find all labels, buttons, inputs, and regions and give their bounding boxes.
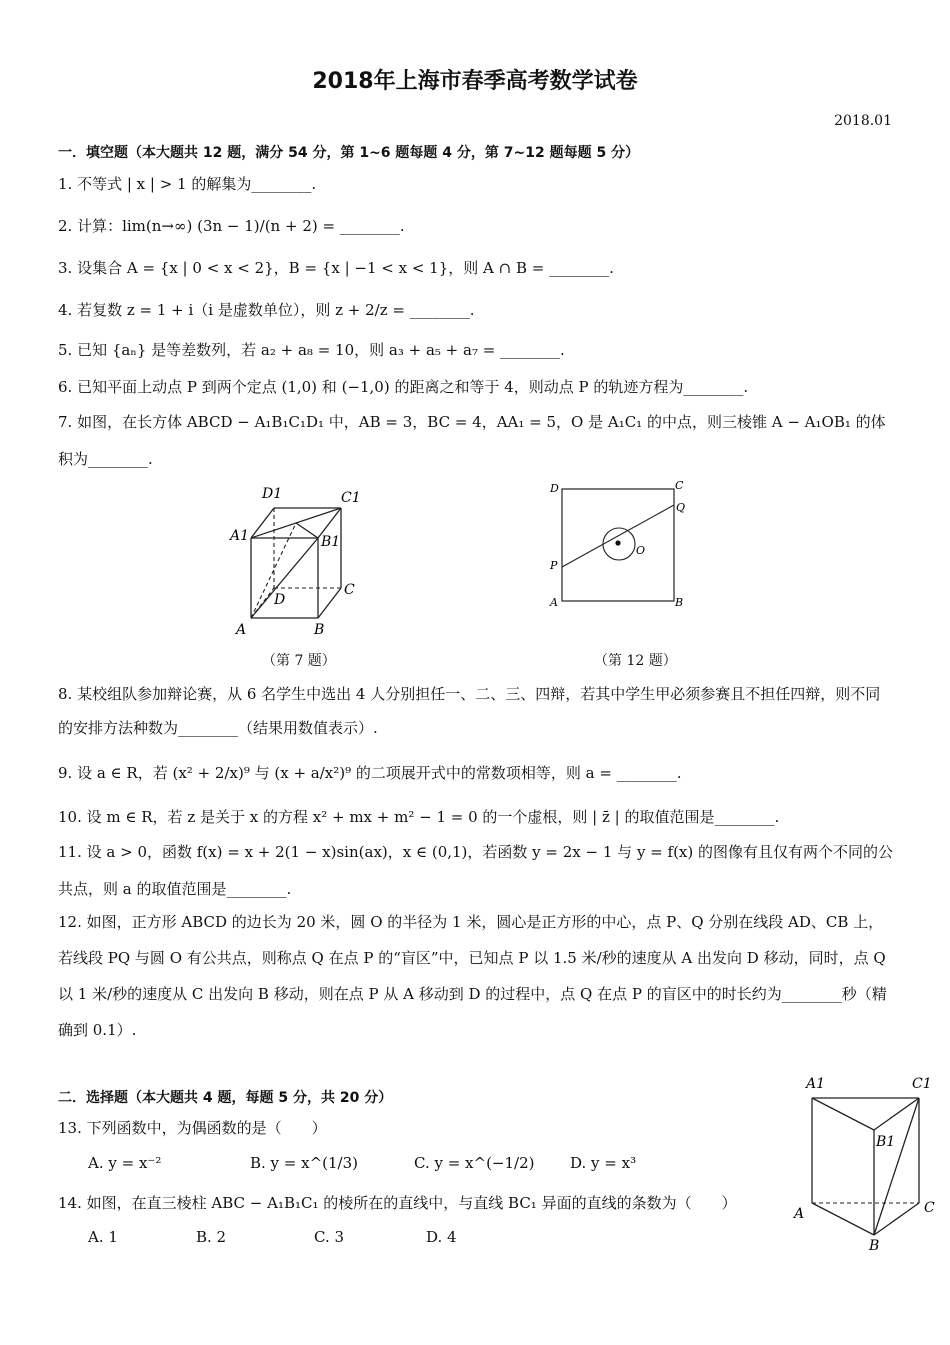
fig14-label-a: A — [794, 1206, 805, 1222]
section2-heading: 二．选择题（本大题共 4 题，每题 5 分，共 20 分） — [58, 1090, 393, 1106]
q14-choice-c: C. 3 — [314, 1228, 345, 1246]
fig14-label-b1: B1 — [876, 1134, 896, 1150]
figure-12-square — [545, 478, 695, 610]
fig12-label-b: B — [675, 596, 684, 609]
q13-choice-d: D. y = x³ — [570, 1154, 637, 1172]
figure-14-prism — [792, 1072, 942, 1252]
fig7-label-d1: D1 — [262, 486, 283, 502]
question-13-choices — [88, 1154, 636, 1172]
fig12-label-q: Q — [676, 501, 686, 514]
fig7-label-a1: A1 — [230, 528, 250, 544]
fig14-label-b: B — [869, 1238, 880, 1252]
question-7: 7. 如图，在长方体 ABCD − A₁B₁C₁D₁ 中，AB = 3，BC = 4，AA₁ = 5，O 是 A₁C₁ 的中点，则三棱锥 A − A₁OB₁ 的体积为________. — [58, 413, 886, 468]
fig12-label-a: A — [550, 596, 558, 609]
fig7-label-c1: C1 — [341, 490, 361, 506]
question-1: 1. 不等式 | x | > 1 的解集为________. — [58, 175, 317, 193]
fig12-label-p: P — [550, 559, 558, 572]
fig14-label-a1: A1 — [806, 1076, 826, 1092]
exam-date: 2018.01 — [834, 113, 892, 129]
fig7-label-d: D — [274, 592, 286, 608]
fig7-label-b1: B1 — [321, 534, 341, 550]
q14-choice-b: B. 2 — [196, 1228, 227, 1246]
question-14: 14. 如图，在直三棱柱 ABC − A₁B₁C₁ 的棱所在的直线中，与直线 BC₁ 异面的直线的条数为（ ） — [58, 1194, 737, 1212]
question-5: 5. 已知 {aₙ} 是等差数列，若 a₂ + a₈ = 10，则 a₃ + a₅ + a₇ = ________. — [58, 341, 565, 359]
question-9: 9. 设 a ∈ R，若 (x² + 2/x)⁹ 与 (x + a/x²)⁹ 的二项展开式中的常数项相等，则 a = ________. — [58, 764, 682, 782]
fig12-label-d: D — [550, 482, 559, 495]
question-3: 3. 设集合 A = {x | 0 < x < 2}，B = {x | −1 < x < 1}，则 A ∩ B = ________. — [58, 259, 614, 277]
q14-choice-d: D. 4 — [426, 1228, 457, 1246]
figure-12-caption: （第 12 题） — [594, 653, 677, 669]
q14-choice-a: A. 1 — [88, 1228, 118, 1246]
fig14-label-c1: C1 — [912, 1076, 932, 1092]
figure-7-caption: （第 7 题） — [262, 653, 336, 669]
fig7-label-b: B — [314, 622, 325, 638]
question-4: 4. 若复数 z = 1 + i（i 是虚数单位），则 z + 2/z = ________. — [58, 301, 475, 319]
question-10: 10. 设 m ∈ R，若 z 是关于 x 的方程 x² + mx + m² − 1 = 0 的一个虚根，则 | z̄ | 的取值范围是________. — [58, 808, 780, 826]
question-8: 8. 某校组队参加辩论赛，从 6 名学生中选出 4 人分别担任一、二、三、四辩，若其中学生甲必须参赛且不担任四辩，则不同的安排方法种数为________（结果用数值表示）. — [58, 685, 881, 737]
fig7-label-a: A — [236, 622, 247, 638]
q13-choice-a: A. y = x⁻² — [88, 1154, 162, 1172]
question-6: 6. 已知平面上动点 P 到两个定点 (1,0) 和 (−1,0) 的距离之和等于 4，则动点 P 的轨迹方程为________. — [58, 378, 749, 396]
question-13: 13. 下列函数中，为偶函数的是（ ） — [58, 1119, 327, 1137]
q13-choice-b: B. y = x^(1/3) — [250, 1154, 359, 1172]
fig12-label-o: O — [636, 544, 646, 557]
fig12-label-c: C — [675, 479, 684, 492]
question-12: 12. 如图，正方形 ABCD 的边长为 20 米，圆 O 的半径为 1 米，圆心是正方形的中心，点 P、Q 分别在线段 AD、CB 上，若线段 PQ 与圆 O 有公共点，则称点 Q 在点 P 的“盲区”中，已知点 P 以 1.5 米/秒的速度从 A 出发向 D 移动，同时，点 Q 以 1 米/秒的速度从 C 出发向 B 移动，则在点 P 从 A 移动到 D 的过程中，点 Q 在点 P 的盲区中的时长约为________秒（精确到 0.1）. — [58, 913, 887, 1039]
question-14-choices — [88, 1228, 457, 1246]
page-title: 2018年上海市春季高考数学试卷 — [312, 69, 638, 94]
question-2: 2. 计算：lim(n→∞) (3n − 1)/(n + 2) = ________. — [58, 217, 405, 235]
question-11: 11. 设 a > 0，函数 f(x) = x + 2(1 − x)sin(ax)，x ∈ (0,1)，若函数 y = 2x − 1 与 y = f(x) 的图像有且仅有两个不同的公共点，则 a 的取值范围是________. — [58, 843, 894, 898]
fig14-label-c: C — [924, 1200, 935, 1216]
q13-choice-c: C. y = x^(−1/2) — [414, 1154, 535, 1172]
fig7-label-c: C — [344, 582, 355, 598]
figure-7-cuboid — [224, 478, 364, 638]
section1-heading: 一．填空题（本大题共 12 题，满分 54 分，第 1~6 题每题 4 分，第 7~12 题每题 5 分） — [58, 145, 640, 161]
